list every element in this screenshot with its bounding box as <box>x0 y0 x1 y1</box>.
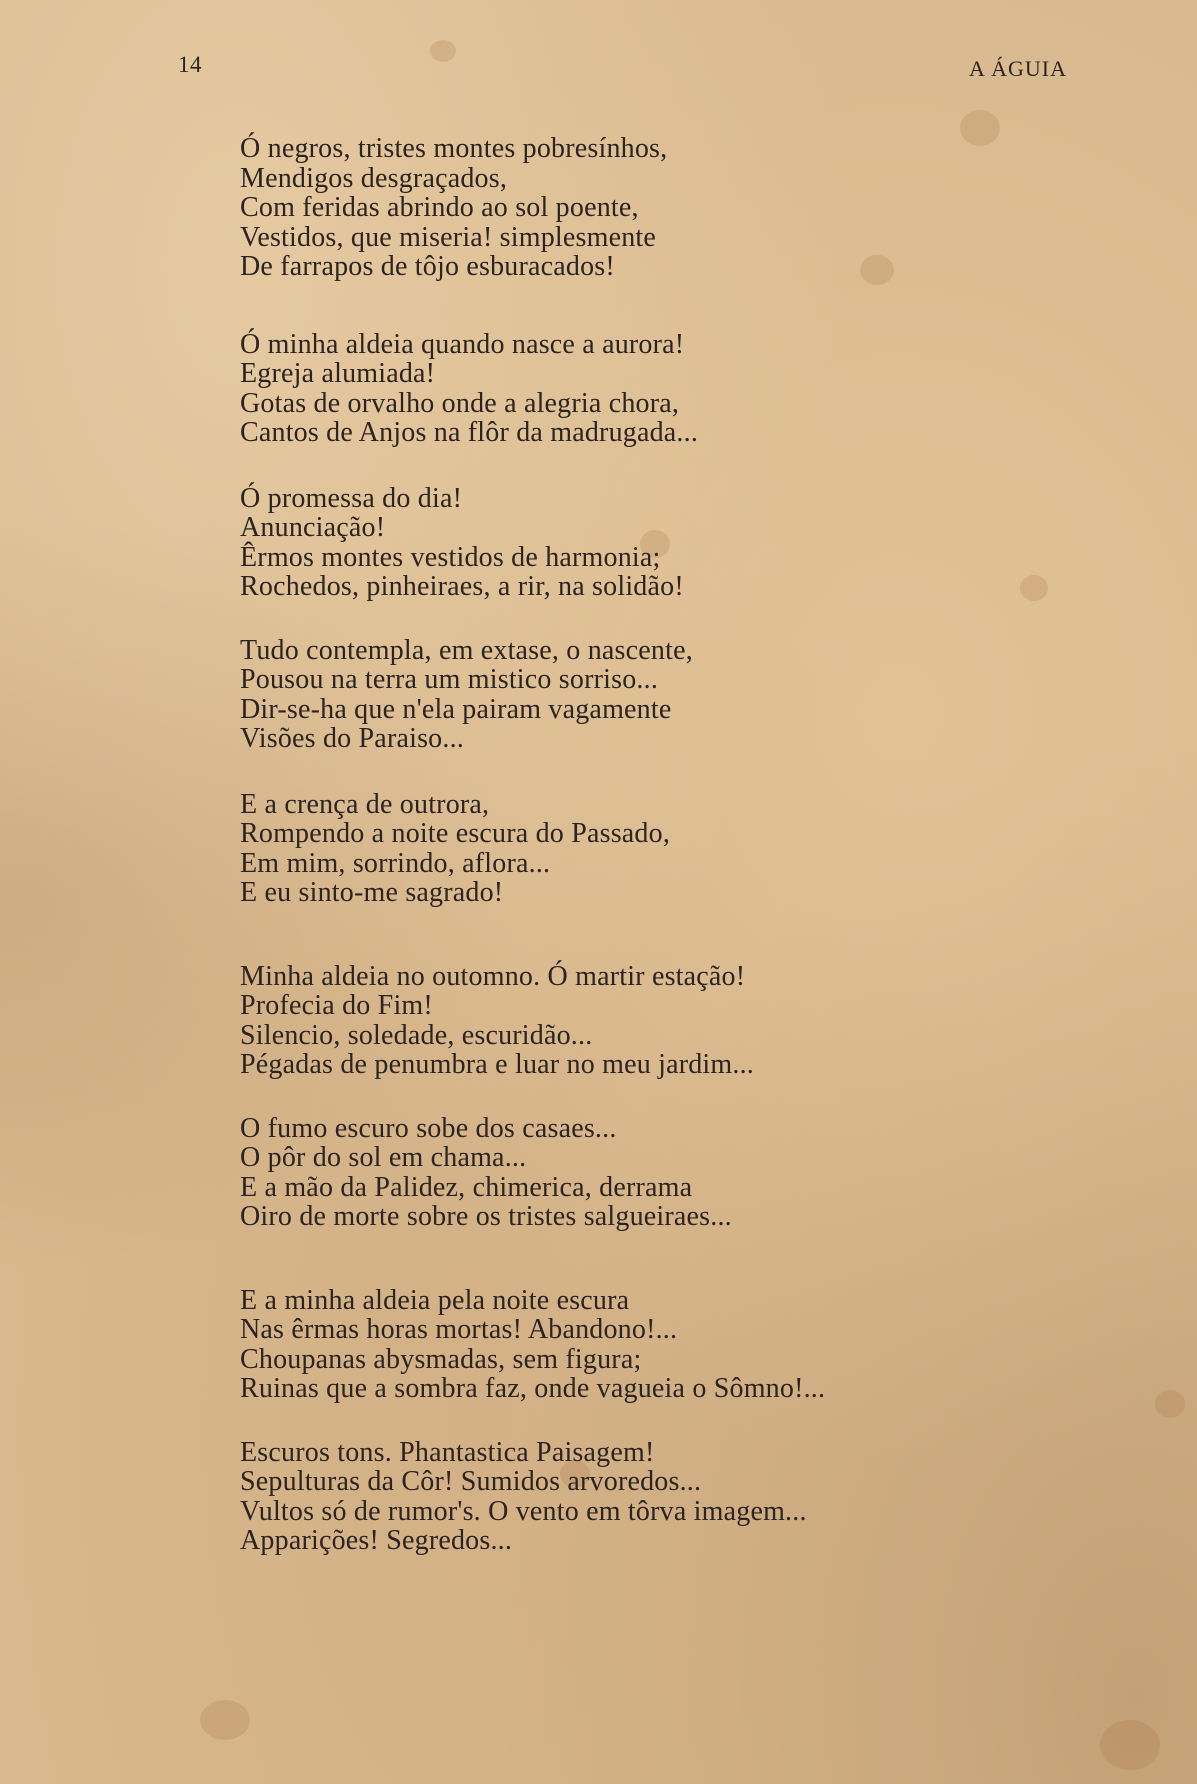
poem-line: Visões do Paraiso... <box>240 723 464 754</box>
poem-line: Egreja alumiada! <box>240 358 436 389</box>
poem-line: E a minha aldeia pela noite escura <box>240 1284 630 1316</box>
poem-line: E a mão da Palidez, chimerica, derrama <box>240 1171 693 1203</box>
poem-line: O fumo escuro sobe dos casaes... <box>240 1112 617 1144</box>
poem-line: De farrapos de tôjo esburacados! <box>240 251 615 282</box>
poem-line: Ó minha aldeia quando nasce a aurora! <box>240 328 685 360</box>
paper-stain <box>1100 1720 1160 1770</box>
paper-stain <box>1155 1390 1185 1418</box>
poem-line: Apparições! Segredos... <box>240 1525 513 1556</box>
poem-line: Rochedos, pinheiraes, a rir, na solidão! <box>240 571 684 602</box>
poem-line: Mendigos desgraçados, <box>240 162 508 194</box>
poem-line: Rompendo a noite escura do Passado, <box>240 818 671 849</box>
poem-line: Dir-se-ha que n'ela pairam vagamente <box>240 693 672 725</box>
poem-line: Pousou na terra um mistico sorriso... <box>240 664 659 695</box>
stanza-8 <box>240 1286 1140 1404</box>
poem-line: Ruinas que a sombra faz, onde vagueia o Sômno!... <box>240 1373 826 1404</box>
poem-line: Tudo contempla, em extase, o nascente, <box>240 634 693 666</box>
poem-line: Gotas de orvalho onde a alegria chora, <box>240 387 680 419</box>
poem-line: Escuros tons. Phantastica Paisagem! <box>240 1436 655 1468</box>
poem-line: Em mim, sorrindo, aflora... <box>240 847 551 879</box>
poem-line: Ó promessa do dia! <box>240 482 463 514</box>
poem-line: Vultos só de rumor's. O vento em tôrva imagem... <box>240 1495 807 1527</box>
poem-line: Cantos de Anjos na flôr da madrugada... <box>240 417 699 448</box>
stanza-4 <box>240 636 1140 754</box>
stanza-2 <box>240 330 1140 448</box>
poem-line: Sepulturas da Côr! Sumidos arvoredos... <box>240 1466 702 1497</box>
poem-line: Minha aldeia no outomno. Ó martir estação! <box>240 960 746 992</box>
poem-line: Com feridas abrindo ao sol poente, <box>240 192 639 223</box>
poem-line: Vestidos, que miseria! simplesmente <box>240 221 657 253</box>
stanza-3 <box>240 484 1140 602</box>
poem-line: Ó negros, tristes montes pobresínhos, <box>240 133 668 164</box>
stanza-6 <box>240 962 1140 1080</box>
poem-line: Anunciação! <box>240 512 386 543</box>
poem-line: Profecia do Fim! <box>240 990 433 1021</box>
stanza-7 <box>240 1114 1140 1232</box>
paper-stain <box>200 1700 250 1740</box>
poem-line: Oiro de morte sobre os tristes salgueiraes... <box>240 1201 732 1232</box>
poem-line: E eu sinto-me sagrado! <box>240 877 504 908</box>
poem-line: E a crença de outrora, <box>240 788 490 820</box>
poem-line: Silencio, soledade, escuridão... <box>240 1019 593 1051</box>
stanza-9 <box>240 1438 1140 1556</box>
page-header <box>0 52 1197 92</box>
poem-line: O pôr do sol em chama... <box>240 1142 527 1173</box>
poem-line: Nas êrmas horas mortas! Abandono!... <box>240 1314 678 1345</box>
poem-line: Choupanas abysmadas, sem figura; <box>240 1343 642 1375</box>
page-number: 14 <box>178 52 202 77</box>
poem-line: Êrmos montes vestidos de harmonia; <box>240 541 661 573</box>
running-title: A ÁGUIA <box>968 56 1067 81</box>
poem-line: Pégadas de penumbra e luar no meu jardim... <box>240 1049 754 1080</box>
stanza-1 <box>240 134 1140 282</box>
stanza-5 <box>240 790 1140 908</box>
poem-body <box>240 134 1140 1556</box>
